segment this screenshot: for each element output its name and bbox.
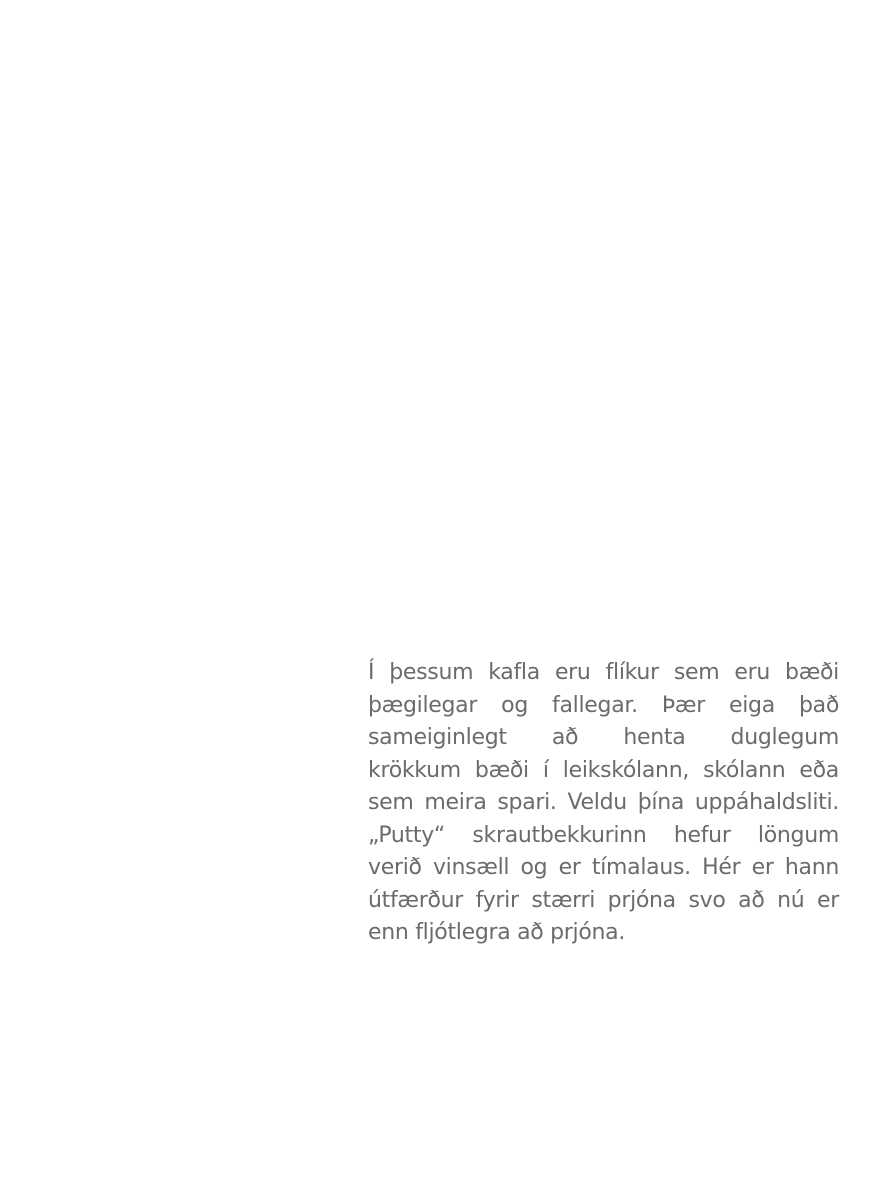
intro-line: Í þessum kafla eru flíkur sem eru bæði <box>368 660 839 685</box>
intro-line: þægilegar og fallegar. Þær eiga það <box>368 692 839 718</box>
intro-line: útfærður fyrir stærri prjóna svo að nú er <box>368 887 839 913</box>
intro-line: krökkum bæði í leikskólann, skólann eða <box>368 757 839 783</box>
intro-line: „Putty“ skrautbekkurinn hefur löngum <box>368 822 839 848</box>
intro-line: sem meira spari. Veldu þína uppáhaldsliti. <box>368 790 839 815</box>
intro-line: sameiginlegt að henta duglegum <box>368 725 839 750</box>
intro-line: enn fljótlegra að prjóna. <box>368 920 626 945</box>
intro-line: verið vinsæll og er tímalaus. Hér er hann <box>368 855 839 880</box>
intro-paragraph <box>368 657 839 950</box>
